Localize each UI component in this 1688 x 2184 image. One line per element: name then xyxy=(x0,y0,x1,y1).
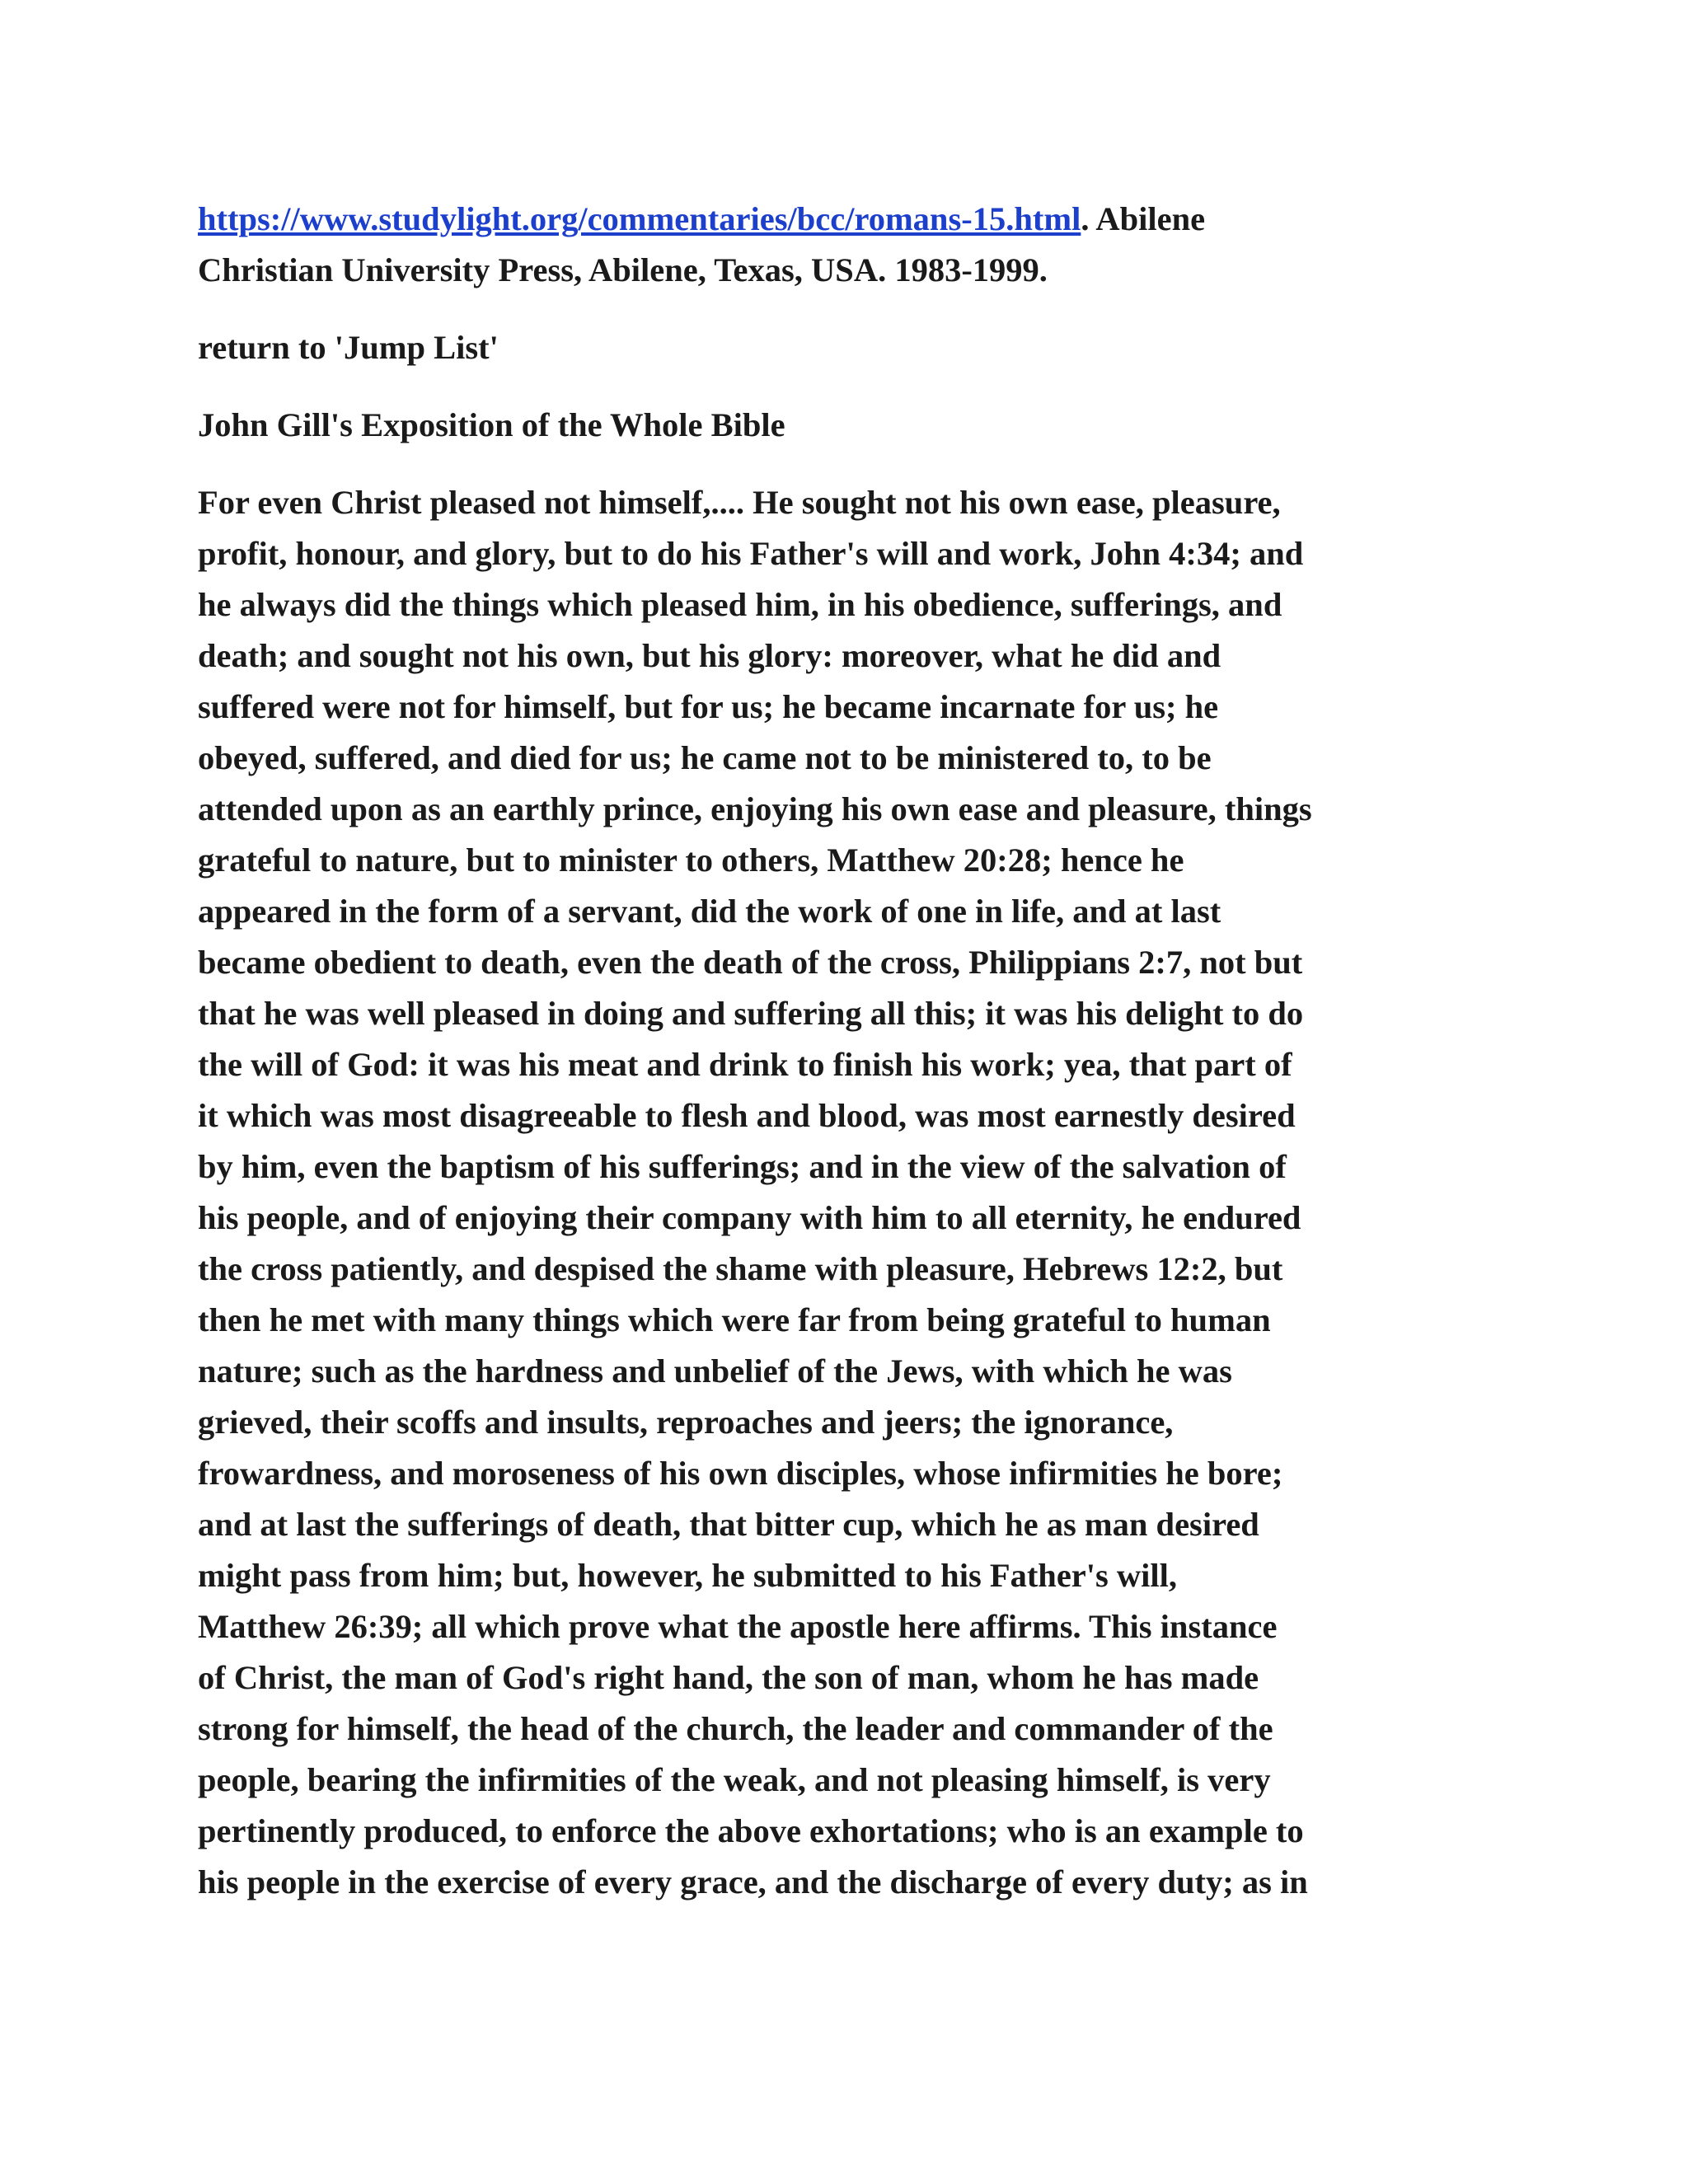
commentary-line: grateful to nature, but to minister to others, Matthew 20:28; hence he xyxy=(198,841,1184,879)
commentary-line: frowardness, and moroseness of his own disciples, whose infirmities he bore; xyxy=(198,1455,1283,1492)
citation-line-2: Christian University Press, Abilene, Texas, USA. 1983-1999. xyxy=(198,251,1048,288)
commentary-line: of Christ, the man of God's right hand, the son of man, whom he has made xyxy=(198,1659,1259,1696)
commentary-line: people, bearing the infirmities of the weak, and not pleasing himself, is very xyxy=(198,1761,1271,1798)
commentary-line: strong for himself, the head of the church, the leader and commander of the xyxy=(198,1710,1273,1747)
commentary-line: nature; such as the hardness and unbelief of the Jews, with which he was xyxy=(198,1352,1232,1390)
citation-line-1 xyxy=(198,194,1500,245)
commentary-line: by him, even the baptism of his sufferings; and in the view of the salvation of xyxy=(198,1148,1287,1185)
section-title: John Gill's Exposition of the Whole Bible xyxy=(198,406,785,443)
commentary-line: that he was well pleased in doing and suffering all this; it was his delight to do xyxy=(198,995,1304,1032)
commentary-line: Matthew 26:39; all which prove what the apostle here affirms. This instance xyxy=(198,1608,1278,1645)
commentary-line: appeared in the form of a servant, did the work of one in life, and at last xyxy=(198,893,1221,930)
document-page xyxy=(198,194,1500,1908)
commentary-url-link[interactable]: https://www.studylight.org/commentaries/bcc/romans-15.html xyxy=(198,200,1081,237)
commentary-paragraph xyxy=(198,477,1500,1908)
commentary-line: profit, honour, and glory, but to do his Father's will and work, John 4:34; and xyxy=(198,535,1304,572)
commentary-line: obeyed, suffered, and died for us; he came not to be ministered to, to be xyxy=(198,739,1212,776)
commentary-line: For even Christ pleased not himself,.... He sought not his own ease, pleasure, xyxy=(198,484,1281,521)
commentary-line: became obedient to death, even the death of the cross, Philippians 2:7, not but xyxy=(198,944,1303,981)
citation xyxy=(198,194,1500,296)
commentary-line: attended upon as an earthly prince, enjoying his own ease and pleasure, things xyxy=(198,790,1312,827)
commentary-line: suffered were not for himself, but for us; he became incarnate for us; he xyxy=(198,688,1219,725)
commentary-line: his people, and of enjoying their company with him to all eternity, he endured xyxy=(198,1199,1301,1236)
commentary-line: grieved, their scoffs and insults, reproaches and jeers; the ignorance, xyxy=(198,1404,1174,1441)
commentary-line: and at last the sufferings of death, that bitter cup, which he as man desired xyxy=(198,1506,1259,1543)
commentary-line: the will of God: it was his meat and drink to finish his work; yea, that part of xyxy=(198,1046,1292,1083)
commentary-line: it which was most disagreeable to flesh and blood, was most earnestly desired xyxy=(198,1097,1296,1134)
commentary-line: might pass from him; but, however, he submitted to his Father's will, xyxy=(198,1557,1178,1594)
commentary-line: he always did the things which pleased him, in his obedience, sufferings, and xyxy=(198,586,1282,623)
citation-publisher-start: . Abilene xyxy=(1081,200,1206,237)
commentary-line: death; and sought not his own, but his glory: moreover, what he did and xyxy=(198,637,1221,674)
commentary-line: pertinently produced, to enforce the above exhortations; who is an example to xyxy=(198,1812,1304,1849)
commentary-line: his people in the exercise of every grace, and the discharge of every duty; as in xyxy=(198,1863,1308,1900)
commentary-line: then he met with many things which were far from being grateful to human xyxy=(198,1301,1271,1338)
commentary-line: the cross patiently, and despised the shame with pleasure, Hebrews 12:2, but xyxy=(198,1250,1283,1287)
return-to-jump-list-link[interactable]: return to 'Jump List' xyxy=(198,329,499,366)
